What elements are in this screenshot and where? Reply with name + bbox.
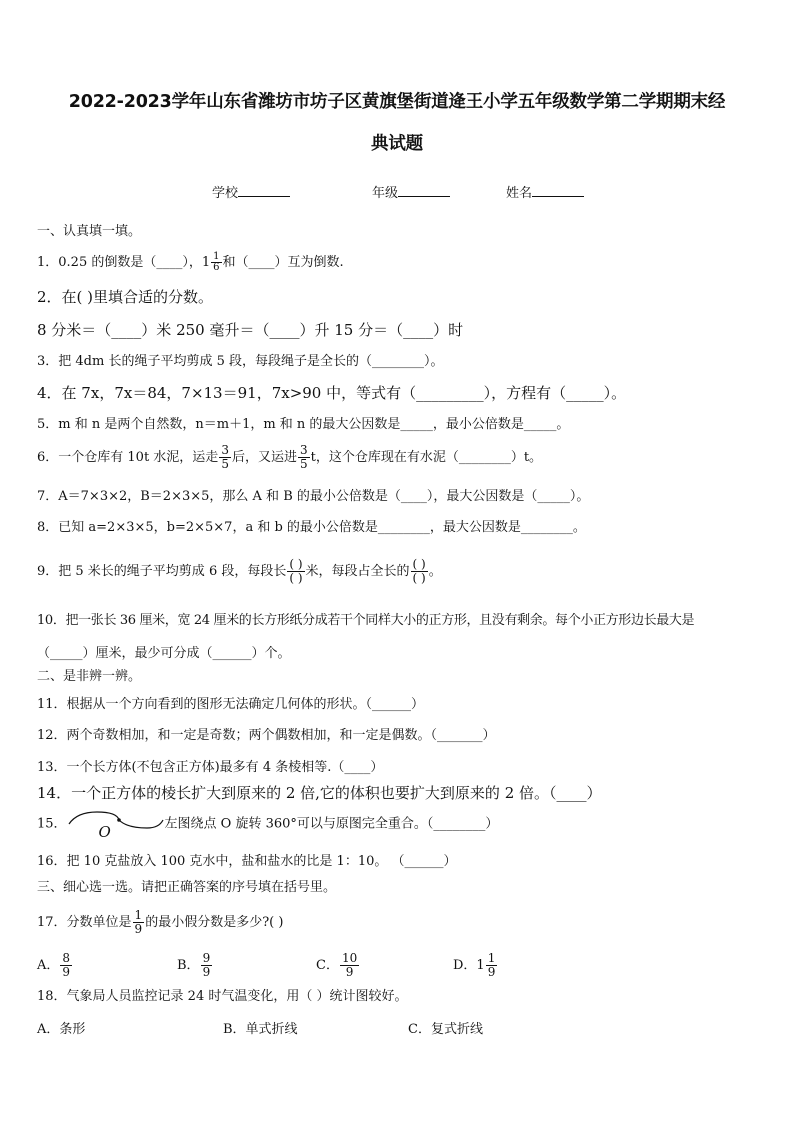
question-14: 14．一个正方体的棱长扩大到原来的 2 倍,它的体积也要扩大到原来的 2 倍。（____） [37, 784, 602, 802]
name-field[interactable] [506, 182, 584, 201]
name-blank[interactable] [532, 184, 584, 197]
q9-fraction-2 [411, 558, 428, 585]
name-label: 姓名 [506, 186, 533, 201]
q1-fraction [211, 252, 221, 273]
q6-fraction-1 [219, 444, 231, 471]
q9-text-c: 。 [428, 564, 442, 579]
option-fraction [201, 952, 213, 979]
section-3-heading: 三、细心选一选。请把正确答案的序号填在括号里。 [37, 880, 337, 895]
school-label: 学校 [212, 186, 239, 201]
question-16: 16．把 10 克盐放入 100 克水中，盐和盐水的比是 1：10。 （______） [37, 854, 457, 869]
question-10-line-1: 10．把一张长 36 厘米，宽 24 厘米的长方形纸分成若干个同样大小的正方形，且没有剩余。每个小正方形边长最大是 [37, 613, 695, 628]
option-denominator: 9 [202, 965, 211, 979]
option-label: B． [177, 958, 200, 973]
q9-numerator-1: ( ) [289, 557, 303, 571]
q6-denominator-1: 5 [221, 457, 229, 471]
section-2-heading: 二、是非辨一辨。 [37, 669, 142, 684]
option-numerator: 10 [341, 951, 358, 965]
question-13: 13．一个长方体(不包含正方体)最多有 4 条棱相等.（____） [37, 760, 384, 775]
q15-text: 左图绕点 O 旋转 360°可以与原图完全重合。（________） [164, 816, 499, 832]
grade-field[interactable] [372, 182, 450, 201]
question-10-line-2: （_____）厘米，最少可分成（______）个。 [37, 646, 291, 661]
question-11: 11．根据从一个方向看到的图形无法确定几何体的形状。（______） [37, 697, 425, 712]
question-12: 12．两个奇数相加，和一定是奇数；两个偶数相加，和一定是偶数。（_______） [37, 728, 496, 743]
q18-option-c[interactable]: C．复式折线 [408, 1022, 483, 1037]
option-denominator: 9 [62, 965, 71, 979]
q9-numerator-2: ( ) [412, 557, 426, 571]
q17-option-d[interactable] [453, 952, 498, 979]
q18-option-a[interactable]: A．条形 [37, 1022, 86, 1037]
q1-text-a: 1．0.25 的倒数是（____），1 [37, 255, 211, 270]
page-title-line-1: 2022-2023学年山东省潍坊市坊子区黄旗堡街道逄王小学五年级数学第二学期期末经 [68, 92, 726, 112]
question-17 [37, 909, 764, 936]
q9-text-b: 米，每段占全长的 [305, 564, 410, 579]
q17-text-b: 的最小假分数是多少?( ) [145, 915, 284, 930]
option-fraction [340, 952, 359, 979]
rotation-figure [67, 815, 165, 841]
option-numerator: 9 [202, 951, 211, 965]
q1-denominator: 6 [213, 262, 220, 273]
q6-text-b: 后，又运进 [231, 450, 297, 465]
arc-figure-icon [67, 806, 165, 840]
question-3: 3．把 4dm 长的绳子平均剪成 5 段，每段绳子是全长的（________）。 [37, 354, 444, 369]
option-fraction [60, 952, 72, 979]
option-label: D．1 [453, 958, 485, 973]
option-denominator: 9 [345, 965, 354, 979]
q17-option-a[interactable] [37, 952, 73, 979]
question-6 [37, 444, 764, 471]
grade-label: 年级 [372, 186, 399, 201]
q9-text-a: 9．把 5 米长的绳子平均剪成 6 段，每段长 [37, 564, 287, 579]
q18-option-b[interactable]: B．单式折线 [223, 1022, 298, 1037]
question-1 [37, 252, 764, 273]
question-15 [37, 815, 764, 841]
q15-number: 15． [37, 816, 67, 832]
school-field[interactable] [212, 182, 290, 201]
q6-numerator-1: 3 [221, 443, 229, 457]
q9-denominator-1: ( ) [289, 571, 303, 585]
option-denominator: 9 [487, 965, 496, 979]
question-7: 7．A＝7×3×2，B＝2×3×5，那么 A 和 B 的最小公倍数是（____），最大公因数是（_____）。 [37, 489, 590, 504]
section-1-heading: 一、认真填一填。 [37, 224, 142, 239]
option-label: A． [37, 958, 60, 973]
q6-text-a: 6．一个仓库有 10t 水泥，运走 [37, 450, 219, 465]
q9-denominator-2: ( ) [412, 571, 426, 585]
question-2-items: 8 分米＝（____）米 250 毫升＝（____）升 15 分＝（____）时 [37, 321, 464, 339]
q6-fraction-2 [298, 444, 310, 471]
q1-text-b: 和（____）互为倒数. [222, 255, 344, 270]
q6-text-c: t，这个仓库现在有水泥（________）t。 [310, 450, 543, 465]
option-numerator: 1 [487, 951, 496, 965]
question-18: 18．气象局人员监控记录 24 时气温变化，用（ ）统计图较好。 [37, 989, 408, 1004]
grade-blank[interactable] [398, 184, 450, 197]
q17-denominator: 9 [134, 922, 143, 936]
option-numerator: 8 [62, 951, 71, 965]
q6-numerator-2: 3 [299, 443, 308, 457]
option-label: C． [316, 958, 339, 973]
q17-fraction [133, 909, 145, 936]
question-5: 5．m 和 n 是两个自然数，n＝m＋1，m 和 n 的最大公因数是_____，最小公倍数是_____。 [37, 417, 570, 432]
q17-option-b[interactable] [177, 952, 213, 979]
q6-denominator-2: 5 [299, 457, 308, 471]
q17-option-c[interactable] [316, 952, 360, 979]
question-2-stem: 2．在( )里填合适的分数。 [37, 288, 214, 306]
q9-fraction-1 [287, 558, 304, 585]
option-fraction [486, 952, 498, 979]
school-blank[interactable] [238, 184, 290, 197]
question-9 [37, 558, 764, 585]
question-4: 4．在 7x，7x＝84，7×13＝91，7x>90 中，等式有（_________），方程有（_____）。 [37, 384, 627, 402]
point-o-label: O [98, 823, 111, 841]
page-title-line-2: 典试题 [371, 134, 423, 154]
q17-text-a: 17．分数单位是 [37, 915, 132, 930]
q1-numerator: 1 [213, 251, 220, 262]
q17-numerator: 1 [134, 908, 143, 922]
question-8: 8．已知 a=2×3×5，b=2×5×7，a 和 b 的最小公倍数是________，最大公因数是________。 [37, 520, 586, 535]
